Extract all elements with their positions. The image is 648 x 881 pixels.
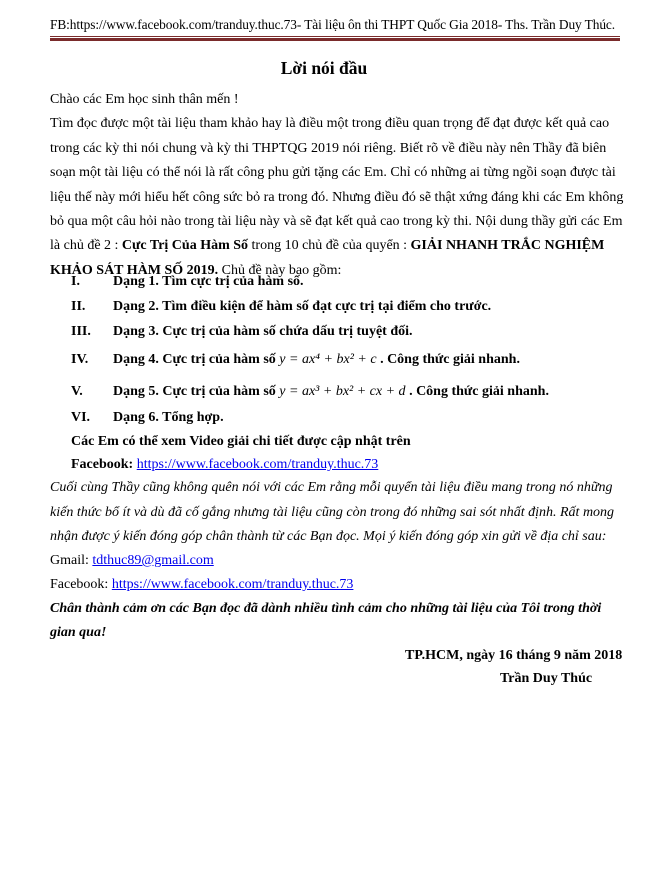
thanks-line: gian qua! [50, 625, 107, 640]
gmail-contact: Gmail: tdthuc89@gmail.com [50, 553, 214, 568]
facebook-contact: Facebook: https://www.facebook.com/tranduy.thuc.73 [50, 577, 354, 592]
book-title: GIẢI NHANH TRẮC NGHIỆM [410, 238, 605, 254]
topic-name: Cực Trị Của Hàm Số [121, 238, 249, 254]
facebook-link[interactable]: https://www.facebook.com/tranduy.thuc.73 [111, 577, 354, 592]
topic-line: là chủ đề 2 : Cực Trị Của Hàm Số trong 10 chủ đề của quyển : GIẢI NHANH TRẮC NGHIỆM [50, 238, 605, 254]
list-item: IV. Dạng 4. Cực trị của hàm số y = ax⁴ + bx² + c . Công thức giải nhanh. [71, 352, 520, 367]
intro-line: trong các kỳ thi nói chung và kỳ thi THPTQG 2019 nói riêng. Biết rõ về điều này nên Thầy đã biên [50, 140, 607, 156]
gmail-link[interactable]: tdthuc89@gmail.com [92, 553, 214, 568]
book-line: KHẢO SÁT HÀM SỐ 2019. Chủ đề này bao gồm: [50, 262, 342, 278]
thanks-line: Chân thành cảm ơn các Bạn đọc đã dành nhiều tình cảm cho những tài liệu của Tôi trong thời [50, 601, 602, 616]
place-date: TP.HCM, ngày 16 tháng 9 năm 2018 [405, 648, 623, 663]
closing-line: kiến thức bổ ít và dù đã cố gắng nhưng tài liệu cũng còn trong đó những sai sót nhất định. Rất mong [50, 505, 615, 520]
list-item: VI. Dạng 6. Tổng hợp. [71, 410, 224, 425]
intro-line: liệu thế này mới hiểu hết công sức bỏ ra trong đó. Nhưng điều đó sẽ thật xứng đáng khi các Em không [50, 189, 624, 205]
page-header: FB:https://www.facebook.com/tranduy.thuc.73- Tài liệu ôn thi THPT Quốc Gia 2018- Ths. Trần Duy Thúc. [50, 17, 616, 32]
intro-line: bỏ qua một câu hỏi nào trong tài liệu này và sẽ đạt kết quả cao trong kỳ thi. Nội dung thầy gửi các Em [50, 214, 623, 230]
facebook-link[interactable]: https://www.facebook.com/tranduy.thuc.73 [136, 457, 379, 472]
greeting: Chào các Em học sinh thân mến ! [50, 92, 239, 107]
book-title: KHẢO SÁT HÀM SỐ 2019. [50, 262, 219, 278]
list-item: II. Dạng 2. Tìm điều kiện để hàm số đạt cực trị tại điểm cho trước. [71, 299, 492, 314]
closing-line: nhận được ý kiến đóng góp chân thành từ các Bạn đọc. Mọi ý kiến đóng góp xin gửi về địa chỉ sau: [50, 529, 607, 544]
list-item: III. Dạng 3. Cực trị của hàm số chứa dấu trị tuyệt đối. [71, 324, 413, 339]
video-facebook: Facebook: https://www.facebook.com/tranduy.thuc.73 [71, 457, 379, 472]
video-note: Các Em có thể xem Video giải chi tiết được cập nhật trên [71, 434, 411, 449]
formula: y = ax³ + bx² + cx + d [279, 384, 406, 399]
intro-paragraph [50, 88, 625, 283]
page-title: Lời nói đầu [280, 58, 368, 78]
intro-line: soạn một tài liệu có thể nói là rất công phu gửi tặng các Em. Chỉ có những ai từng ngồi soạn được tài [50, 165, 616, 181]
header-rule-thick [50, 38, 620, 41]
list-item: I. Dạng 1. Tìm cực trị của hàm số. [71, 274, 304, 289]
intro-line: Tìm đọc được một tài liệu tham khảo hay là điều một trong điều quan trọng để đạt được kết quả cao [50, 116, 610, 132]
formula: y = ax⁴ + bx² + c [279, 352, 377, 367]
header-rule-thin [50, 36, 620, 37]
author-name: Trần Duy Thúc [500, 671, 593, 686]
list-item: V. Dạng 5. Cực trị của hàm số y = ax³ + bx² + cx + d . Công thức giải nhanh. [71, 384, 549, 399]
closing-line: Cuối cùng Thầy cũng không quên nói với các Em rằng mỗi quyển tài liệu điều mang trong nó những [50, 480, 613, 495]
